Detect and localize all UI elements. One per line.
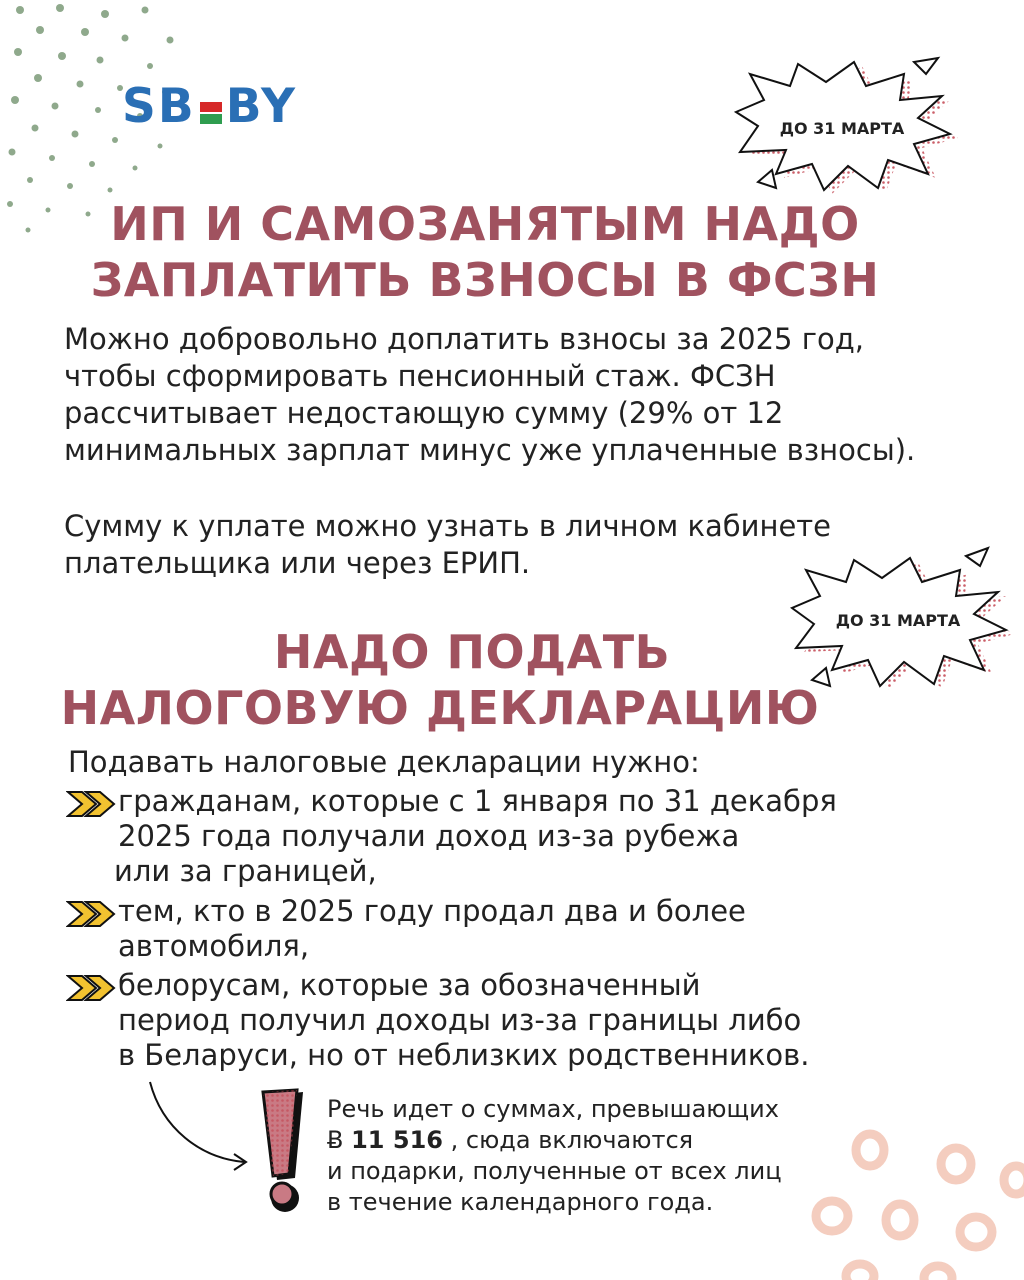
note-text (327, 1094, 782, 1218)
section2-intro: Подавать налоговые декларации нужно: (68, 745, 700, 779)
list-item-line: 2025 года получали доход из-за рубежа (118, 819, 740, 853)
section1-paragraph-2 (64, 508, 831, 582)
list-item-line: белорусам, которые за обозначенный (118, 968, 701, 1002)
section1-paragraph (64, 321, 915, 469)
paragraph-line: чтобы сформировать пенсионный стаж. ФСЗН (64, 359, 776, 393)
section2-title (40, 624, 840, 736)
amount-value: 11 516 (351, 1126, 443, 1154)
exclamation-icon (255, 1088, 313, 1218)
paragraph-line: Можно добровольно доплатить взносы за 2025 год, (64, 322, 864, 356)
deadline-badge-label: ДО 31 МАРТА (779, 119, 905, 138)
list-item-line: в Беларуси, но от неблизких родственников. (118, 1038, 810, 1072)
list-item (66, 894, 746, 964)
list-item-line: или за границей, (114, 854, 377, 888)
sb-by-logo (122, 78, 297, 134)
list-item-line: автомобиля, (118, 929, 310, 963)
double-chevron-icon (66, 974, 118, 1002)
deadline-burst-badge (728, 56, 960, 196)
double-chevron-icon (66, 790, 118, 818)
section1-title-line: ИП И САМОЗАНЯТЫМ НАДО (110, 197, 860, 251)
note-line-rest: , сюда включаются (450, 1126, 694, 1154)
decorative-rings (780, 1120, 1024, 1280)
deadline-badge-label: ДО 31 МАРТА (835, 611, 961, 630)
flag-icon (200, 102, 222, 124)
logo-text-by: BY (225, 79, 297, 134)
paragraph-line: рассчитывает недостающую сумму (29% от 12 (64, 396, 784, 430)
currency-symbol: Ƀ (327, 1126, 344, 1154)
note-line: и подарки, полученные от всех лиц (327, 1157, 782, 1185)
list-item-line: период получил доходы из-за границы либо (118, 1003, 802, 1037)
note-line: в течение календарного года. (327, 1188, 714, 1216)
double-chevron-icon (66, 900, 118, 928)
note-line-amount (327, 1125, 782, 1156)
logo-text-sb: SB (122, 79, 196, 134)
list-item (66, 784, 837, 889)
section1-title-line: ЗАПЛАТИТЬ ВЗНОСЫ В ФСЗН (90, 253, 880, 307)
section2-title-line: НАДО ПОДАТЬ (273, 625, 671, 679)
note-line: Речь идет о суммах, превышающих (327, 1095, 779, 1123)
section2-title-line: НАЛОГОВУЮ ДЕКЛАРАЦИЮ (60, 681, 820, 735)
section1-title (60, 196, 910, 308)
paragraph-line: Сумму к уплате можно узнать в личном кабинете (64, 509, 832, 543)
paragraph-line: плательщика или через ЕРИП. (64, 546, 531, 580)
list-item-line: тем, кто в 2025 году продал два и более (118, 894, 746, 928)
list-item-line: гражданам, которые с 1 января по 31 декабря (118, 784, 837, 818)
curved-arrow-icon (140, 1078, 260, 1174)
list-item (66, 968, 809, 1073)
paragraph-line: минимальных зарплат минус уже уплаченные взносы). (64, 433, 916, 467)
